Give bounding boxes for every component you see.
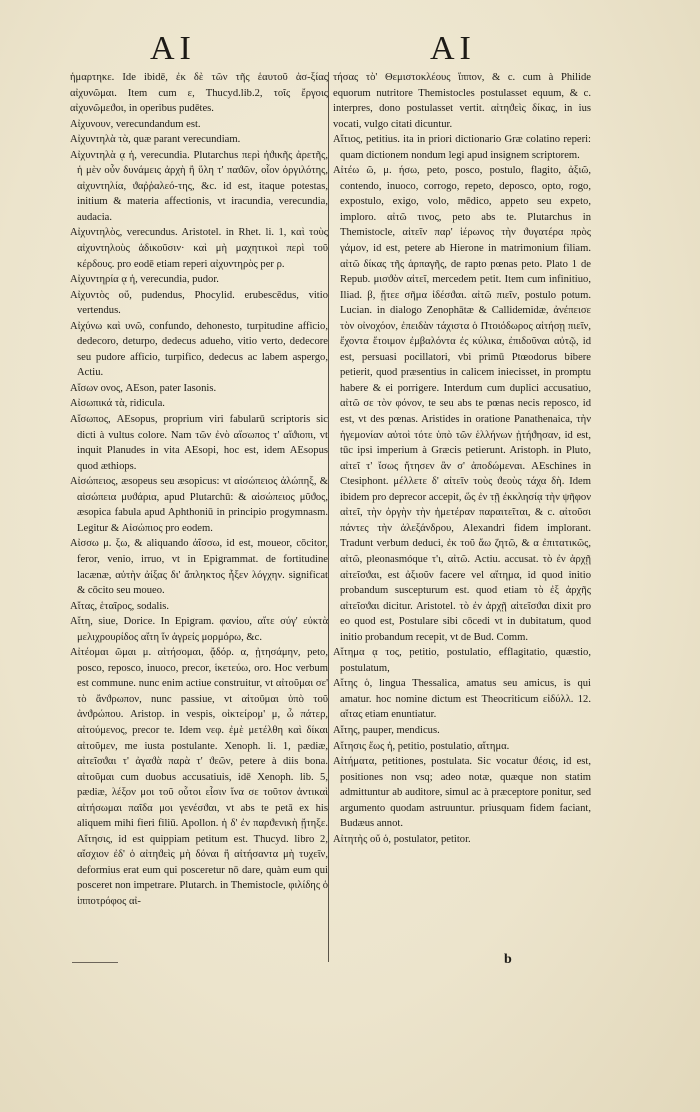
running-head-right: AI — [430, 30, 476, 67]
entry: Αἰτήματα, petitiones, postulata. Sic vocatur ϑέσις, id est, positiones non vsq; adeo notæ, quæque non statim admittuntur ab auditore, simul ac à præceptore ponitur, sed argumento quodam astruuntur. priusquam fidem faciant, Budæus annot. — [333, 756, 591, 830]
entry: Αἰτητὴς οὔ ὁ, postulator, petitor. — [333, 833, 471, 845]
signature-mark: b — [504, 952, 512, 967]
entry: Αἰτέομαι ῶμαι μ. αἰτήσομαι, ᾄδόρ. α, ᾐτησάμην, peto, posco, reposco, inuoco, precor, ἱκετεύω, oro. Hoc verbum est commune. nunc enim actiue construitur, vt αἰτοῦμαι σε' τὸ ἄνϑρωπον, nunc passiue, vt αἰτοῦμαι ὑπὸ τοῦ ἀνϑρώπου. Aristop. in vespis, οἰκτείρομ' μ, ὦ πάτερ, αἰτούμενος, precor te. Idem νεφ. ἐμὲ μετέλθη καὶ δίκαι αἰτοῦμεν, me iusta postulante. Xenoph. li. 1, pædiæ, αἰτεῖσϑαι τ' ἀγαϑὰ παρὰ τ' ϑεῶν, petere à diis bona. αἰτοῦμαι cum duobus accusatiuis, idē Xenoph. lib. 5, pædiæ, λέξον μοι τοῦ οὗτοι εἶσιν ἵνα σε τοῦτον ἀντικαὶ αἰτήσωμαι παῖδα μοι γενέσϑαι, vt abs te petā ex his aliquem mihi fieri filiū. Apollon. ἡ δ' ἐν παρϑενικὴ ᾔτηξε. Αἴτησις, id est quippiam petitum est. Thucyd. libro 2, αἴσχιον ἐδ' ὁ αἰτηϑεὶς μὴ δόναι ἢ αἰτήσαντα μὴ τυχεῖν, deformius erat eum qui posceretur nō darе, quàm eum qui posceret non impetrare. Plutarch. in Themistocle, φιλίδης ὁ ἱπποτρόφος αἰ- — [70, 647, 328, 907]
entry: Αἰχυντὸς οὔ, pudendus, Phocylid. erubescēdus, vitio vertendus. — [70, 289, 328, 317]
entry: Αἰσώπειος, æsopeus seu æsopicus: vt αἰσώπειος ἀλώπηξ, & αἰσώπεια μυϑάρια, apud Plutarchū: & αἰσώπειος μῦϑος, æsopica fabula apud Aphthoniū in principio progymnasm. Legitur & Αἰσώπιος pro eodem. — [70, 476, 328, 534]
entry: Αἴτιος, petitius. ita in priori dictionario Græ colatino reperi: quam dictionem nondum legi apud insignem scriptorem. — [333, 134, 591, 161]
entry: τήσας τὸ' Θεμιστοκλέους ἵππον, & c. cum à Philide equorum nutritore Themistocles postulasset equum, & c. interpres, dono postulasset vertit. αἰτηϑεὶς δίκας, in ius vocati, vulgo citati dicuntur. — [333, 72, 591, 130]
entry: Αἰχυντηλὰ τὰ, quæ parant verecundiam. — [70, 134, 241, 146]
margin-mark — [72, 962, 118, 963]
entry: Αἴτης ὁ, lingua Thessalica, amatus seu amicus, is qui amatur. hoc nomine dictum est Theocriticum εἰδύλλ. 12. αἴτας etiam enuntiatur. — [333, 678, 591, 721]
entry: Αἰσσω μ. ξω, & aliquando ἀΐσσω, id est, moueor, cōcitor, feror, venio, irruo, vt in Epigrammat. de fortitudine lacænæ, αὐτὴν ἀίξας δι' ἄπληκτος ἧξεν λόγχην. significat & cōcito seu moueo. — [70, 538, 328, 597]
entry: Αἴτημα ᾳ τος, petitio, postulatio, efflagitatio, quæstio, postulatum, — [333, 647, 591, 674]
entry: Αἰσωπικά τὰ, ridicula. — [70, 398, 165, 410]
entry: Αἴτας, ἑταῖρος, sodalis. — [70, 600, 170, 612]
entry: Αἴσωπος, AEsopus, proprium viri fabularū scriptoris sic dicti à vultus colore. Nam τῶν ἐνὸ αἴσωπος τ' αἴϑιοπι, vt inquit Planudes in vita AEsopi, hoc est, idem AEsopus quod æthiops. — [70, 414, 328, 472]
right-column — [333, 70, 591, 847]
entry: Αἰχύνω καὶ υνῶ, confundo, dehonesto, turpitudine afficio, dedecoro, deturpo, dedecus adueho, vitio verto, dedecore seu pudore afficio, turpifico, dedecus ac labem aspergo, Actiu. — [70, 320, 328, 379]
left-column — [70, 70, 328, 910]
entry: Αἴτη, siue, Dorice. In Epigram. φανίου, αἴτε σύγ' εὐκτὰ μελιχρουρίδος αἴτη ἵν ἀγρείς μορμόρω, &c. — [70, 616, 328, 643]
entry: Αἰχυντηλὰ ᾳ ἡ, verecundia. Plutarchus περὶ ἠϑικῆς ἀρετῆς, ἡ μὲν οὖν δυνάμεις ἀρχὴ ἢ ὕλη τ' παϑῶν, οἷον ὀργιλότης, αἰχυντηλία, ϑαῤῥαλεό-της, &c. id est, itaque potestas, initium & materia affectionis, vt iracundia, verecundia, audacia. — [70, 149, 328, 223]
entry: Αἴτησις ἕως ἡ, petitio, postulatio, αἴτημα. — [333, 740, 510, 752]
entry: Αἰτέω ῶ, μ. ήσω, peto, posco, postulo, flagito, ἀξιῶ, contendo, inuoco, corrogo, repeto, deposco, opto, rogo, expostulo, exigo, volo, mēdico, appeto seu expeto, imploro. αἰτῶ τινος, peto abs te. Plutarchus in Themistocle, αἰτεῖν παρ' ἱέρωνος τὴν ϑυγατέρα πρὸς γάμον, id est, petere ab Hierone in matrimonium filiam. αἰτῶ δίκας τῆς ἁρπαγῆς, de rapto pœnas peto. Plato 1 de Repub. μισϑὸν αἰτεῖ, mercedem petit. Item cum infinitiuo, Iliad. β, ᾔτεε σῆμα ἰδέσϑαι. αἰτῶ πιεῖν, postulo potum. Lucian. in dialogo Zenophātæ & Callidemidæ, ἀνέπεισε τὸν οἰνοχόον, ἐπειδὰν τάχιστα ὁ Πτοιόδωρος αἰτήσῃ πιεῖν, ἔχοντα ἕτοιμον ἐμβαλόντα ἐς κύλικα, ἐπιδοῦναι αὐτῷ, id est, persuasi pocillatori, vbi primū Ptœodorus bibere petierit, quod præsentius in calicem iniecisset, in promptu habere & ei porrigere. Interdum cum duplici accusatiuo, αἰτῶ σε τὸν φόνον, te seu abs te pœnas necis reposco, id est, vt des pœnas. Aristides in oratione Panathenaica, τὴν ἡγεμονίαν αὐτοὶ τότε ὑπὸ τῶν ἑλλήνων ᾐτήϑησαν, id est, tūc ipsi imperium à Græcis petierunt. Aristoph. in Pluto, αἰτεῖ τ' ἴσως ἤτησεν ἂν σ' ἀποδώμεναι. AEschines in Ctesiphont. μέλλετε δ' αἰτεῖν τοὺς ϑεοὺς τάχα δὴ. Idem ibidem pro deprecor accepit, ὥς ἐν τῇ ἐκκλησίᾳ τὴν ψῆφον αἰτεῖ, τὴν ὀργὴν τὴν ἡμετέραν παραιτεῖται, & c. αἰτοῦσι πάντες τὴν ἀλεξάνδρου, Alexandri fidem implorant. Tradunt verbum deduci, ἐκ τοῦ ἄω ζητῶ, & α ἐπιτατικῶς, αἰτῶ, pleonasmóque τ'ι, αἰτῶ. Actiu. accusat. τὸ ἐν ἀρχῇ αἰτεῖσϑαι, est ἀξιοῦν facere vel αἴτημα, id quod initio probandum suscepturum est. quod etiam τὸ ἐξ ἀρχῆς αἰτεῖσϑαι dicitur. Aristotel. τὸ ἐν ἀρχῇ αἰτεῖσϑαι dixit pro eo quod est, Postulare sibi cōcedi vt in dubitatum, quod initio probandum recepit, vt de Bud. Comm. — [333, 165, 591, 643]
entry: Αἰχυντηρία ᾳ ἡ, verecundia, pudor. — [70, 274, 219, 286]
entry: ἡμαρτηκε. Ide ibidē, ἐκ δὲ τῶν τῆς ἑαυτοῦ ἀσ-ξίας αἰχυνῶμαι. Item cum ε, Thucyd.lib.2, τοῖς ἔργοις αἰχυνῶμεϑοι, in operibus pudētes. — [70, 72, 328, 115]
running-head-left: AI — [150, 30, 196, 67]
entry: Αἴτης, pauper, mendicus. — [333, 724, 440, 736]
entry: Αἴσων ονος, AEson, pater Iasonis. — [70, 382, 217, 394]
entry: Αἰχυνουν, verecundandum est. — [70, 118, 201, 130]
column-rule — [328, 72, 329, 962]
entry: Αἰχυντηλὸς, verecundus. Aristotel. in Rhet. li. 1, καὶ τοὺς αἰχυντηλοὺς ἀδικοῦσιν· καὶ μὴ μαχητικοὶ περὶ τοῦ κέρδους. pro eodē etiam reperi αἰχυντηρὸς per ρ. — [70, 227, 328, 270]
